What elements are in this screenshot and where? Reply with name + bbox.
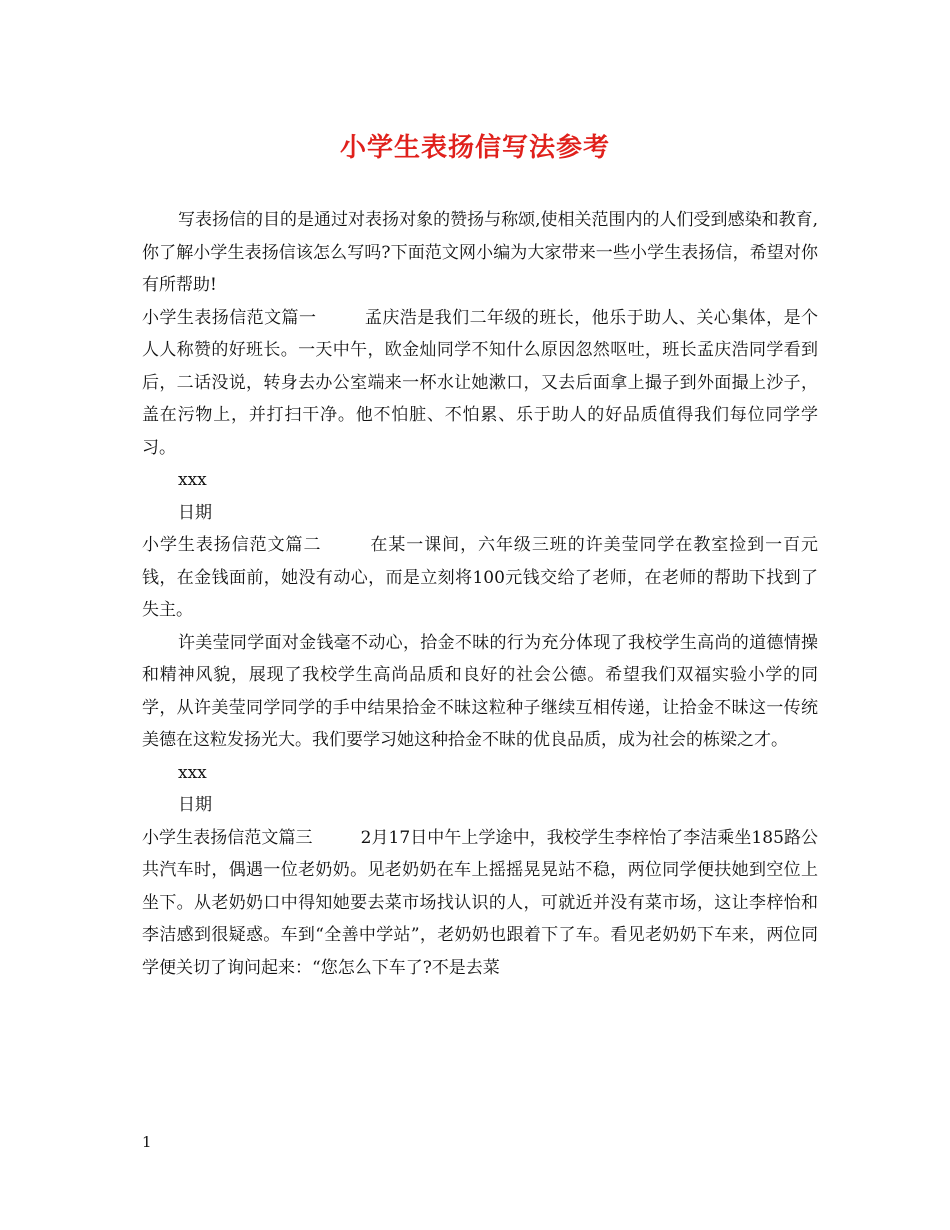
section-3-paragraph [142,822,818,985]
section-2-signature: xxx [178,762,207,783]
section-2-text: 在某一课间，六年级三班的许美莹同学在教室捡到一百元钱，在金钱面前，她没有动心，而是立刻将100元钱交给了老师，在老师的帮助下找到了失主。 [142,535,819,620]
intro-paragraph: 写表扬信的目的是通过对表扬对象的赞扬与称颂,使相关范围内的人们受到感染和教育,你了解小学生表扬信该怎么写吗?下面范文网小编为大家带来一些小学生表扬信，希望对你有所帮助! [142,210,818,295]
document-title: 小学生表扬信写法参考 [339,133,610,163]
section-1-signature: xxx [178,470,207,490]
section-2-paragraph-2: 许美莹同学面对金钱毫不动心，拾金不昧的行为充分体现了我校学生高尚的道德情操和精神风貌，展现了我校学生高尚品质和良好的社会公德。希望我们双福实验小学的同学，从许美莹同学同学的手中结果拾金不昧这粒种子继续互相传递，让拾金不昧这一传统美德在这粒发扬光大。我们要学习她这种拾金不昧的优良品质，成为社会的栋梁之才。 [142,632,818,750]
document-body [142,204,818,984]
section-1-text: 孟庆浩是我们二年级的班长，他乐于助人、关心集体，是个人人称赞的好班长。一天中午，欧金灿同学不知什么原因忽然呕吐，班长孟庆浩同学看到后，二话没说，转身去办公室端来一杯水让她漱口，又去后面拿上撮子到外面撮上沙子，盖在污物上，并打扫干净。他不怕脏、不怕累、乐于助人的好品质值得我们每位同学学习。 [142,307,819,458]
section-2-paragraph [142,529,818,627]
section-2-heading: 小学生表扬信范文篇二 [142,535,322,555]
section-1-date: 日期 [178,502,212,523]
section-1-paragraph [142,302,818,465]
page-number: 1 [142,1133,152,1151]
section-3-heading: 小学生表扬信范文篇三 [142,827,313,848]
section-2-date: 日期 [178,795,212,815]
section-1-heading: 小学生表扬信范文篇一 [142,307,317,328]
section-3-text: 2月17日中午上学途中，我校学生李梓怡了李洁乘坐185路公共汽车时，偶遇一位老奶奶。见老奶奶在车上摇摇晃晃站不稳，两位同学便扶她到空位上坐下。从老奶奶口中得知她要去菜市场找认识的人，可就近并没有菜市场，这让李梓怡和李洁感到很疑惑。车到“全善中学站”，老奶奶也跟着下了车。看见老奶奶下车来，两位同学便关切了询问起来：“您怎么下车了?不是去菜 [142,827,818,978]
